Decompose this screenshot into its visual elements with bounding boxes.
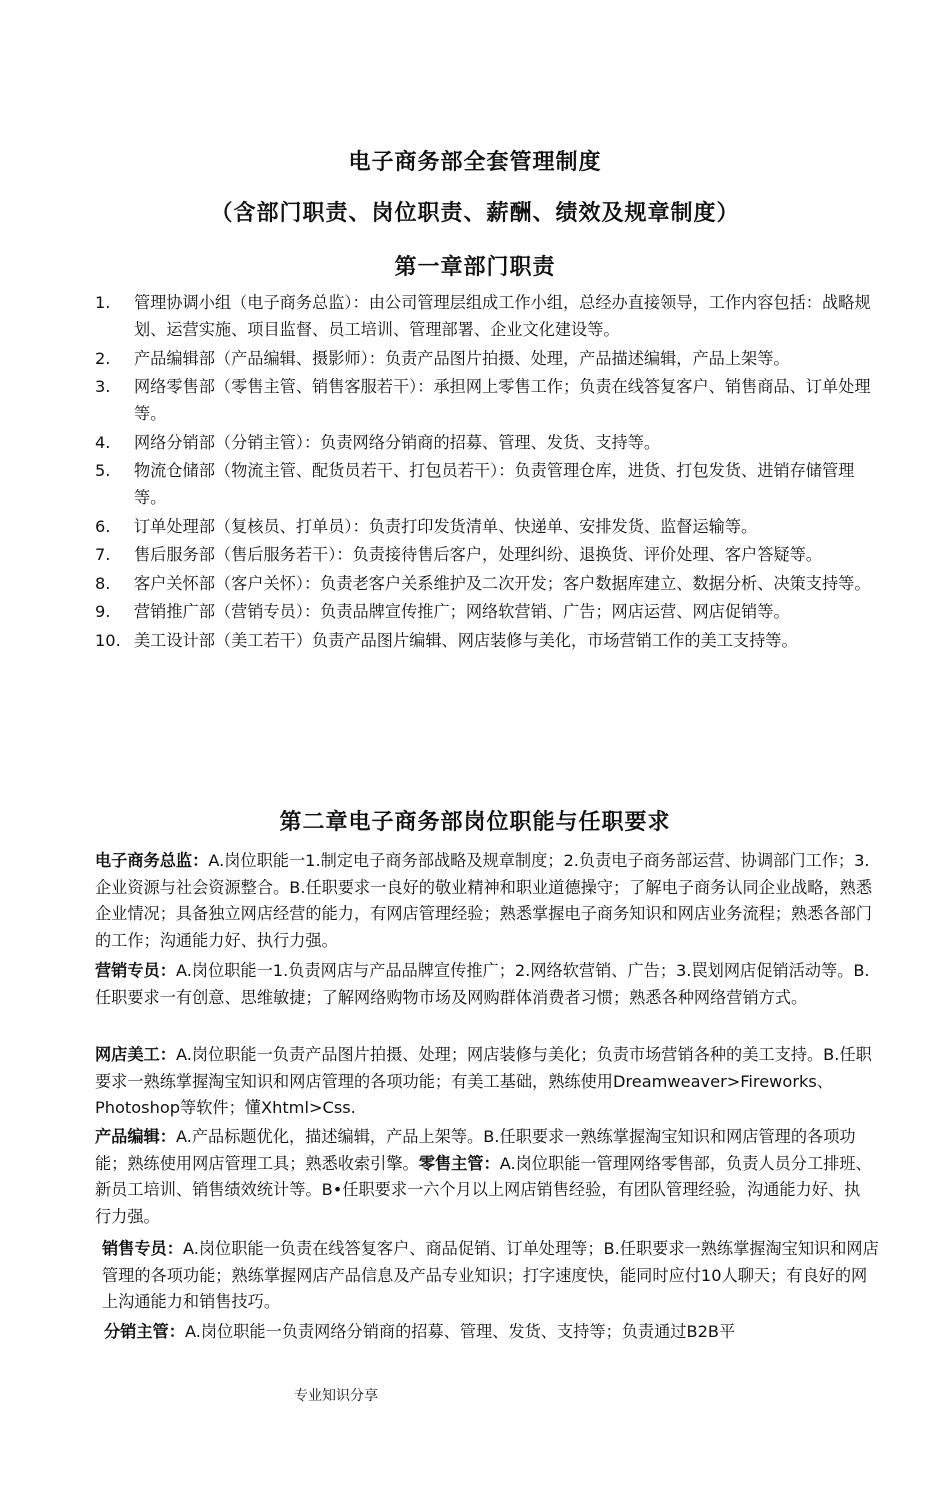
position-paragraph: [95, 1042, 875, 1122]
list-item: [95, 289, 875, 343]
list-text: 营销推广部（营销专员）：负责品牌宣传推广；网络软营销、广告；网店运营、网店促销等。: [134, 602, 790, 621]
position-paragraph: [104, 1319, 884, 1346]
position-role: 营销专员：: [95, 961, 176, 980]
list-number: 8.: [95, 573, 111, 593]
position-paragraph: [95, 848, 875, 954]
list-item: [95, 345, 875, 372]
chapter-1-heading: 第一章部门职责: [394, 255, 556, 280]
position-text: A.岗位职能一1.负责网店与产品品牌宣传推广；2.网络软营销、广告；3.罠划网店促销活动等。B.任职要求一有创意、思维敏捷；了解网络购物市场及网购群体消费者习惯；熟悉各种网络营销方式。: [95, 961, 870, 1007]
position-text: A.岗位职能一负责网络分销商的招募、管理、发货、支持等；负责通过B2B平: [184, 1322, 736, 1341]
list-item: [95, 627, 875, 654]
document-title: 电子商务部全套管理制度: [348, 150, 602, 175]
list-text: 网络分销部（分销主管）：负责网络分销商的招募、管理、发货、支持等。: [134, 432, 661, 452]
list-number: 1.: [95, 293, 111, 312]
position-paragraph: [95, 958, 875, 1011]
list-number: 10.: [95, 630, 121, 650]
list-item: [95, 373, 875, 427]
position-paragraph: [102, 1236, 882, 1316]
list-item: [95, 541, 875, 568]
list-number: 4.: [95, 432, 111, 452]
list-number: 3.: [95, 377, 111, 396]
list-number: 2.: [95, 348, 111, 368]
document-subtitle: （含部门职责、岗位职责、薪酬、绩效及规章制度）: [210, 201, 740, 226]
department-list: [95, 289, 875, 655]
position-role: 电子商务总监：: [95, 851, 209, 870]
position-role: 零售主管：: [418, 1153, 500, 1173]
position-text: A.岗位职能一管理网络零售部，负责人员分工排班、新员工培训、销售绩效统计等。B•任职要求一六个月以上网店销售经验，有团队管理经验，沟通能力好、执行力强。: [95, 1153, 872, 1226]
list-number: 7.: [95, 545, 111, 564]
list-number: 6.: [95, 516, 111, 536]
position-text: A.岗位职能一1.制定电子商务部战略及规章制度；2.负责电子商务部运营、协调部门工作；3.企业资源与社会资源整合。B.任职要求一良好的敬业精神和职业道德操守；了解电子商务认同企业战略，熟悉企业情况；具备独立网店经营的能力，有网店管理经验；熟悉掌握电子商务知识和网店业务流程；熟悉各部门的工作；沟通能力好、执行力强。: [95, 851, 873, 950]
list-text: 物流仓储部（物流主管、配货员若干、打包员若干）：负责管理仓库，进货、打包发货、进销存储管理等。: [134, 461, 855, 507]
list-item: [95, 457, 875, 511]
list-text: 客户关怀部（客户关怀）：负责老客户关系维护及二次开发；客户数据库建立、数据分析、决策支持等。: [134, 573, 871, 593]
page-footer: 专业知识分享: [294, 1388, 378, 1404]
position-role: 产品编辑：: [95, 1127, 176, 1146]
position-paragraph: [95, 1124, 875, 1230]
list-number: 9.: [95, 602, 111, 621]
position-text: A.产品标题优化，描述编辑，产品上架等。B.任职要求一熟练掌握淘宝知识和网店管理的各项功能；熟练使用网店管理工具；熟悉收索引擎。: [95, 1127, 856, 1173]
chapter-2-heading: 第二章电子商务部岗位职能与任职要求: [279, 810, 671, 835]
list-item: [95, 570, 875, 597]
position-role: 销售专员：: [102, 1239, 183, 1258]
position-role: 分销主管：: [104, 1322, 185, 1341]
position-text: A.岗位职能一负责在线答复客户、商品促销、订单处理等；B.任职要求一熟练掌握淘宝知识和网店管理的各项功能；熟练掌握网店产品信息及产品专业知识；打字速度快，能同时应付10人聊天；有良好的网上沟通能力和销售技巧。: [102, 1239, 879, 1312]
list-text: 产品编辑部（产品编辑、摄影师）：负责产品图片拍摄、处理，产品描述编辑，产品上架等。: [134, 348, 790, 368]
list-text: 美工设计部（美工若干）负责产品图片编辑、网店装修与美化，市场营销工作的美工支持等。: [134, 630, 798, 650]
position-role: 网店美工：: [95, 1045, 176, 1064]
list-text: 管理协调小组（电子商务总监）：由公司管理层组成工作小组，总经办直接领导，工作内容包括：战略规划、运营实施、项目监督、员工培训、管理部署、企业文化建设等。: [134, 293, 871, 339]
list-item: [95, 513, 875, 540]
position-text: A.岗位职能一负责产品图片拍摄、处理；网店装修与美化；负责市场营销各种的美工支持。B.任职要求一熟练掌握淘宝知识和网店管理的各项功能；有美工基础，熟练使用Dreamweaver>Fireworks、Photoshop等软件；懂Xhtml>Css.: [95, 1045, 872, 1118]
list-item: [95, 598, 875, 625]
list-text: 网络零售部（零售主管、销售客服若干）：承担网上零售工作；负责在线答复客户、销售商品、订单处理等。: [134, 377, 871, 423]
list-number: 5.: [95, 461, 111, 480]
list-item: [95, 429, 875, 456]
list-text: 订单处理部（复核员、打单员）：负责打印发货清单、快递单、安排发货、监督运输等。: [134, 516, 758, 536]
list-text: 售后服务部（售后服务若干）：负责接待售后客户，处理纠纷、退换货、评价处理、客户答疑等。: [134, 545, 822, 564]
